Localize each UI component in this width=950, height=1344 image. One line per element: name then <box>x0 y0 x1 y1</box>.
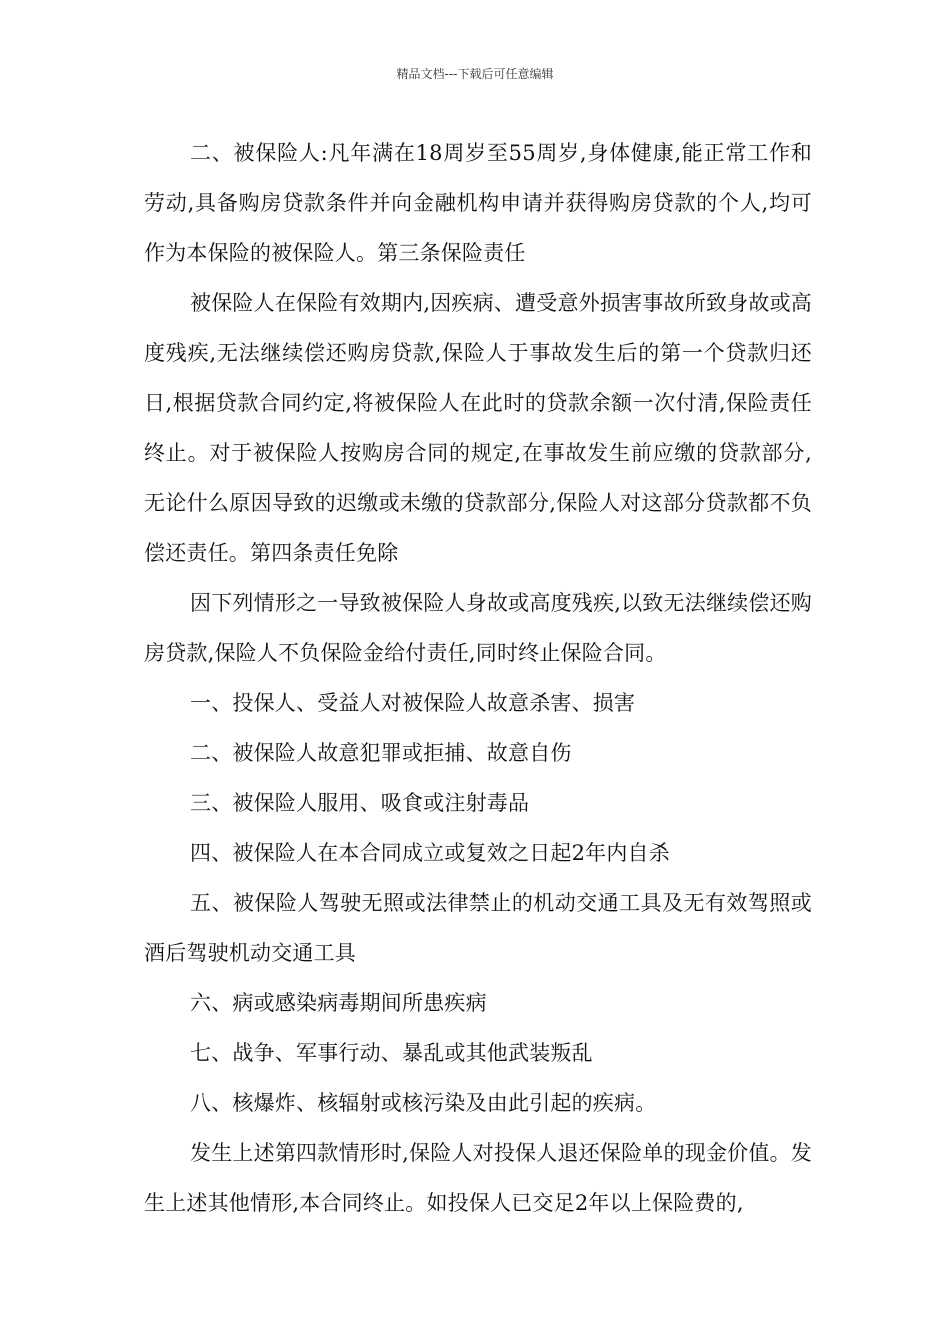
list-item-exclusion-2: 二、被保险人故意犯罪或拒捕、故意自伤 <box>190 741 572 765</box>
paragraph-cash-value-refund: 发生上述第四款情形时,保险人对投保人退还保险单的现金价值。发生上述其他情形,本合同终止。如投保人已交足2年以上保险费的, <box>144 1141 812 1215</box>
paragraph-insured-definition: 二、被保险人:凡年满在18周岁至55周岁,身体健康,能正常工作和劳动,具备购房贷款条件并向金融机构申请并获得购房贷款的个人,均可作为本保险的被保险人。第三条保险责任 <box>144 141 812 265</box>
paragraph-exclusions-intro: 因下列情形之一导致被保险人身故或高度残疾,以致无法继续偿还购房贷款,保险人不负保险金给付责任,同时终止保险合同。 <box>144 591 812 665</box>
list-item-exclusion-5: 五、被保险人驾驶无照或法律禁止的机动交通工具及无有效驾照或酒后驾驶机动交通工具 <box>144 891 812 965</box>
document-body <box>144 128 812 1228</box>
list-item-exclusion-7: 七、战争、军事行动、暴乱或其他武装叛乱 <box>190 1041 593 1065</box>
page-header: 精品文档---下载后可任意编辑 <box>396 67 554 81</box>
list-item-exclusion-1: 一、投保人、受益人对被保险人故意杀害、损害 <box>190 691 636 715</box>
paragraph-insurance-liability: 被保险人在保险有效期内,因疾病、遭受意外损害事故所致身故或高度残疾,无法继续偿还购房贷款,保险人于事故发生后的第一个贷款归还日,根据贷款合同约定,将被保险人在此时的贷款余额一次付清,保险责任终止。对于被保险人按购房合同的规定,在事故发生前应缴的贷款部分,无论什么原因导致的迟缴或未缴的贷款部分,保险人对这部分贷款都不负偿还责任。第四条责任免除 <box>144 291 812 565</box>
list-item-exclusion-8: 八、核爆炸、核辐射或核污染及由此引起的疾病。 <box>190 1091 657 1115</box>
list-item-exclusion-3: 三、被保险人服用、吸食或注射毒品 <box>190 791 530 815</box>
list-item-exclusion-6: 六、病或感染病毒期间所患疾病 <box>190 991 487 1015</box>
list-item-exclusion-4: 四、被保险人在本合同成立或复效之日起2年内自杀 <box>190 841 670 865</box>
